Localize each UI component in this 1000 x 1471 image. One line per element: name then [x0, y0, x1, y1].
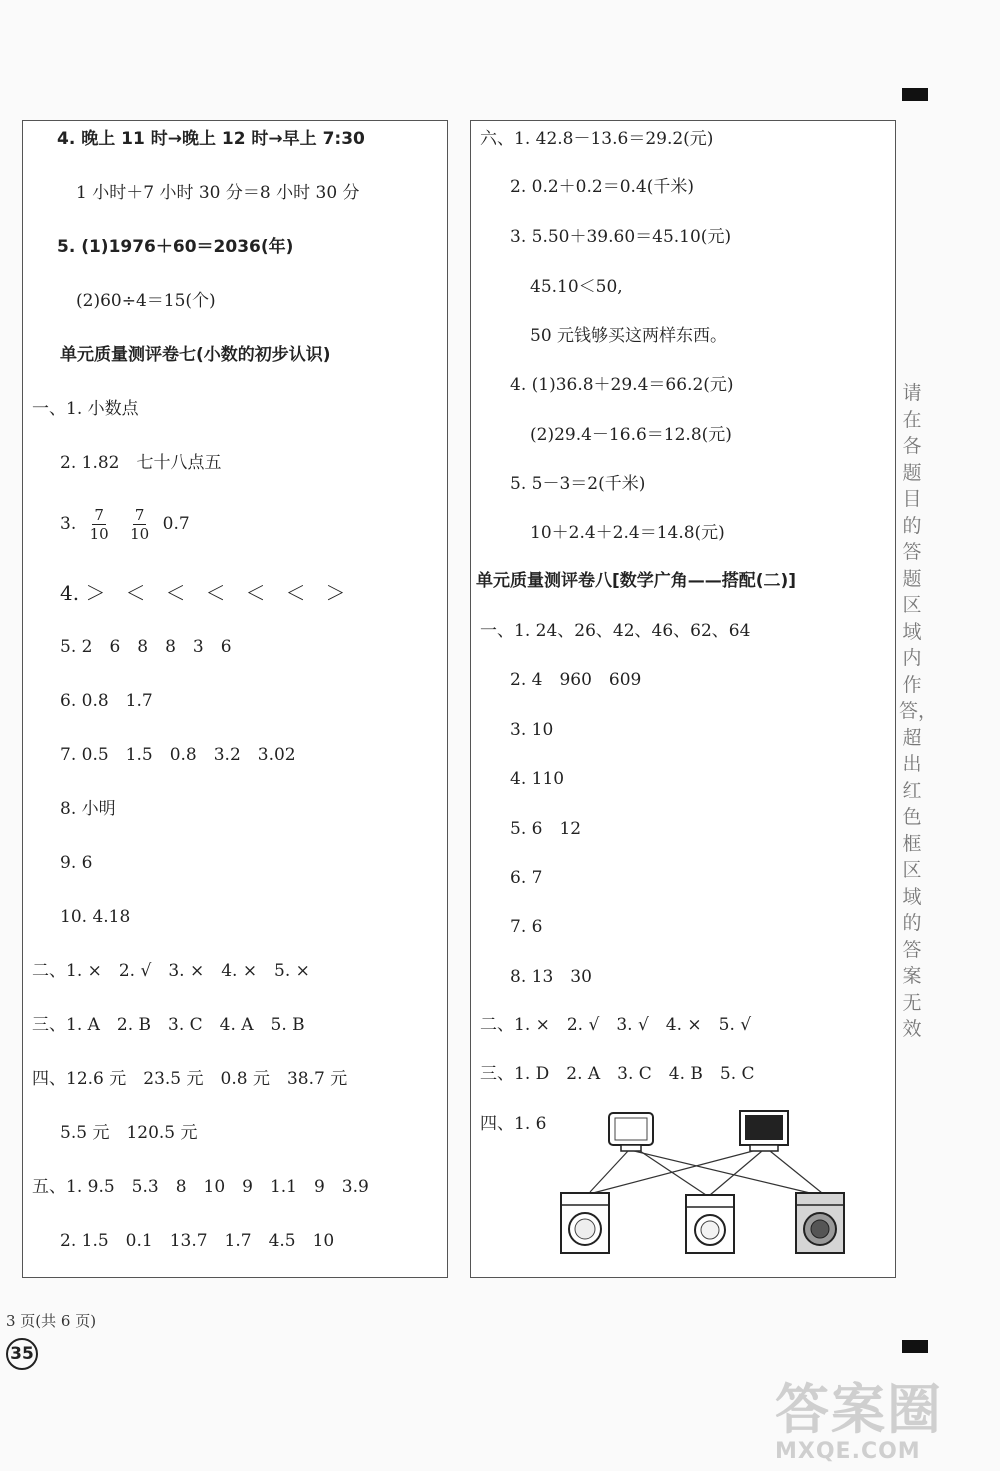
answer-line: 7. 0.5 1.5 0.8 3.2 3.02	[60, 745, 296, 765]
fraction-answer-line	[60, 506, 190, 543]
answer-line: 一、1. 24、26、42、46、62、64	[480, 621, 751, 641]
answer-line: 5. 6 12	[510, 819, 582, 839]
answer-line: 50 元钱够买这两样东西。	[530, 326, 728, 346]
section-title: 单元质量测评卷七(小数的初步认识)	[60, 345, 331, 365]
answer-line: 8. 13 30	[510, 967, 592, 987]
answer-line: 四、12.6 元 23.5 元 0.8 元 38.7 元	[32, 1069, 348, 1089]
answer-line: 3. 10	[510, 720, 554, 740]
answer-line: 三、1. D 2. A 3. C 4. B 5. C	[480, 1064, 755, 1084]
answer-line: 10＋2.4＋2.4＝14.8(元)	[530, 523, 725, 543]
page-number-badge: 35	[6, 1338, 38, 1370]
answer-line: 五、1. 9.5 5.3 8 10 9 1.1 9 3.9	[32, 1177, 369, 1197]
answer-line: 5. (1)1976＋60＝2036(年)	[57, 237, 294, 257]
section-title: 单元质量测评卷八[数学广角——搭配(二)]	[476, 571, 797, 591]
watermark-logo-text: 答案圈	[775, 1378, 943, 1441]
answer-line: 4. 晚上 11 时→晚上 12 时→早上 7:30	[57, 129, 365, 149]
answer-line: (2)60÷4＝15(个)	[76, 291, 216, 311]
top-marker-bar	[902, 88, 928, 101]
answer-line: 二、1. × 2. √ 3. √ 4. × 5. √	[480, 1015, 752, 1035]
washer-right-icon	[796, 1193, 844, 1253]
answer-line: 四、1. 6	[480, 1114, 547, 1134]
answer-line: 2. 4 960 609	[510, 670, 642, 690]
answer-line: 10. 4.18	[60, 907, 131, 927]
answer-line: 4. (1)36.8＋29.4＝66.2(元)	[510, 375, 734, 395]
answer-line: 9. 6	[60, 853, 93, 873]
fraction-a: $\frac{7}{10}$	[89, 506, 109, 543]
bottom-marker-bar	[902, 1340, 928, 1353]
page-info: 3 页(共 6 页)	[6, 1312, 97, 1330]
answer-line: 2. 0.2＋0.2＝0.4(千米)	[510, 177, 694, 197]
answer-line: 4. 110	[510, 769, 565, 789]
answer-line: (2)29.4－16.6＝12.8(元)	[530, 425, 732, 445]
answer-line: 三、1. A 2. B 3. C 4. A 5. B	[32, 1015, 305, 1035]
fraction-b: $\frac{7}{10}$	[130, 506, 150, 543]
tv-left-icon	[609, 1113, 653, 1151]
connection-lines	[590, 1151, 822, 1195]
site-watermark	[775, 1380, 980, 1465]
answer-line: 5. 2 6 8 8 3 6	[60, 637, 232, 657]
answer-line: 二、1. × 2. √ 3. × 4. × 5. ×	[32, 961, 310, 981]
side-instruction-note: 请在各题目的答题区域内作答，超出红色框区域的答案无效	[899, 382, 938, 1040]
answer-line: 6. 0.8 1.7	[60, 691, 153, 711]
answer-line: 2. 1.82 七十八点五	[60, 453, 222, 473]
question-number: 3.	[60, 514, 77, 534]
answer-line: 1 小时＋7 小时 30 分＝8 小时 30 分	[76, 183, 360, 203]
tv-right-icon	[740, 1111, 788, 1151]
answer-line: 一、1. 小数点	[32, 399, 139, 419]
answer-line: 45.10＜50,	[530, 277, 623, 297]
answer-line: 5. 5－3＝2(千米)	[510, 474, 646, 494]
answer-line: 4. ＞ ＜ ＜ ＜ ＜ ＜ ＞	[60, 581, 346, 605]
washer-middle-icon	[686, 1195, 734, 1253]
watermark-url: MXQE.COM	[775, 1439, 921, 1464]
tv-washer-pairing-diagram	[548, 1105, 868, 1260]
answer-line: 5.5 元 120.5 元	[60, 1123, 198, 1143]
answer-line: 7. 6	[510, 917, 543, 937]
decimal-answer: 0.7	[162, 514, 190, 534]
answer-line: 8. 小明	[60, 799, 116, 819]
washer-left-icon	[561, 1193, 609, 1253]
answer-line: 3. 5.50＋39.60＝45.10(元)	[510, 227, 732, 247]
answer-line: 6. 7	[510, 868, 543, 888]
answer-line: 六、1. 42.8－13.6＝29.2(元)	[480, 129, 714, 149]
answer-line: 2. 1.5 0.1 13.7 1.7 4.5 10	[60, 1231, 335, 1251]
